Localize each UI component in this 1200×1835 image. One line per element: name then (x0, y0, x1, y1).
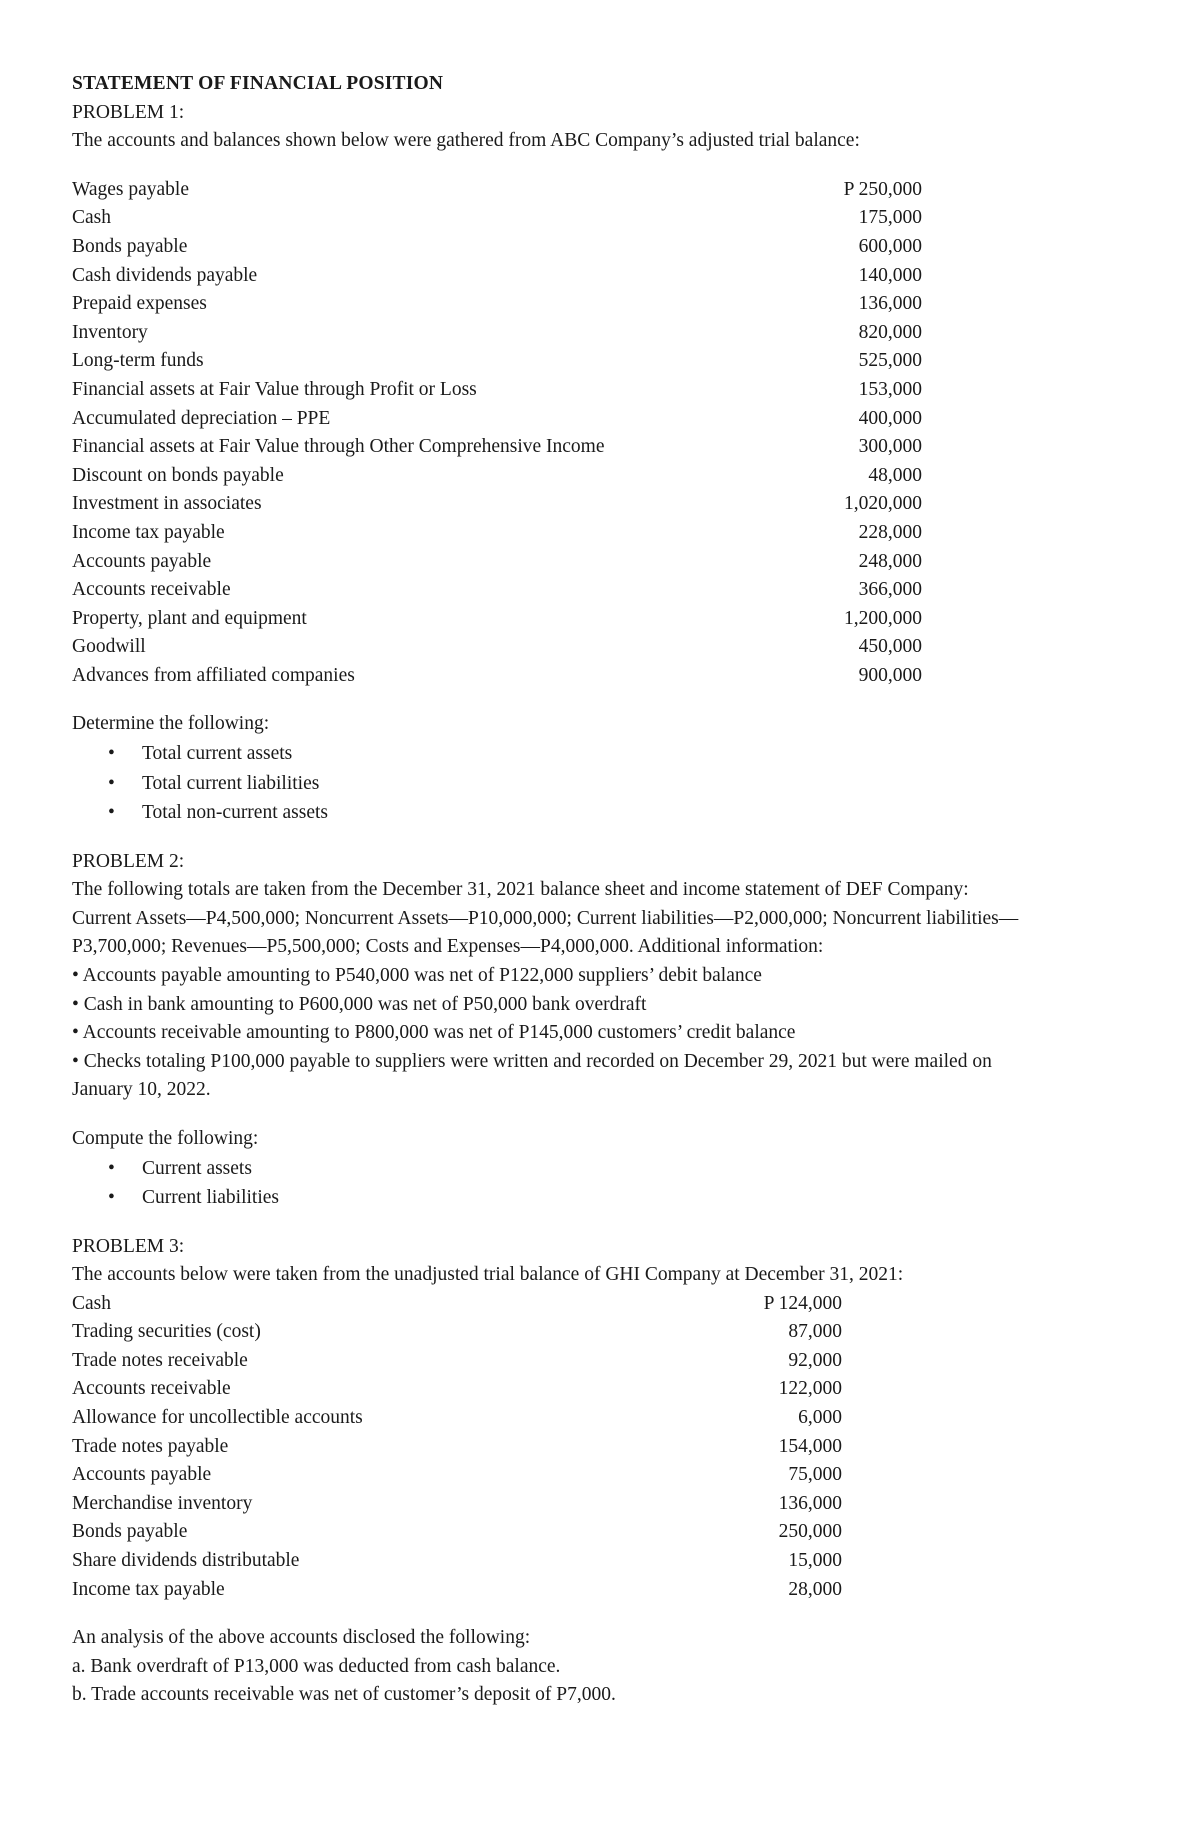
account-value: 1,020,000 (844, 493, 922, 515)
account-row (72, 548, 1132, 577)
account-label: Financial assets at Fair Value through Other Comprehensive Income (72, 436, 605, 458)
problem-1-heading: PROBLEM 1: (72, 101, 185, 123)
account-value: 154,000 (778, 1435, 842, 1457)
account-value: 900,000 (858, 664, 922, 686)
account-value: 525,000 (858, 350, 922, 372)
account-row (72, 605, 1132, 634)
list-item-text: Current assets (142, 1157, 252, 1179)
account-value: 1,200,000 (844, 607, 922, 629)
account-label: Cash (72, 207, 111, 229)
account-label: Inventory (72, 321, 148, 343)
account-label: Discount on bonds payable (72, 464, 284, 486)
list-item-text: Total non-current assets (142, 802, 328, 824)
account-row (72, 1461, 1132, 1490)
account-row (72, 176, 1132, 205)
account-label: Allowance for uncollectible accounts (72, 1407, 363, 1429)
account-label: Bonds payable (72, 1521, 188, 1543)
info-line: • Cash in bank amounting to P600,000 was net of P50,000 bank overdraft (72, 993, 647, 1015)
account-value: 136,000 (858, 293, 922, 315)
account-row (72, 1318, 1132, 1347)
bullet-icon: • (108, 743, 115, 765)
info-line: • Checks totaling P100,000 payable to suppliers were written and recorded on December 29, 2021 but were mailed on (72, 1050, 992, 1072)
list-item-text: Total current assets (142, 743, 293, 765)
account-row (72, 290, 1132, 319)
account-label: Wages payable (72, 178, 189, 200)
analysis-note: b. Trade accounts receivable was net of customer’s deposit of P7,000. (72, 1684, 616, 1706)
account-label: Income tax payable (72, 521, 225, 543)
account-row (72, 1433, 1132, 1462)
account-value: 122,000 (778, 1378, 842, 1400)
problem-2-requirements (72, 1154, 1132, 1213)
account-label: Advances from affiliated companies (72, 664, 355, 686)
account-row (72, 204, 1132, 233)
account-label: Property, plant and equipment (72, 607, 307, 629)
account-value: 87,000 (788, 1321, 842, 1343)
info-line: • Accounts receivable amounting to P800,000 was net of P145,000 customers’ credit balance (72, 1022, 796, 1044)
document-title: STATEMENT OF FINANCIAL POSITION (72, 73, 444, 94)
account-row (72, 1290, 1132, 1319)
list-item-text: Current liabilities (142, 1187, 280, 1208)
account-value: 140,000 (858, 264, 922, 286)
account-row (72, 233, 1132, 262)
account-row (72, 1375, 1132, 1404)
account-value: 600,000 (858, 235, 922, 257)
account-label: Accounts payable (72, 550, 212, 572)
account-label: Accounts payable (72, 1464, 212, 1486)
account-row (72, 1518, 1132, 1547)
account-label: Investment in associates (72, 493, 262, 515)
analysis-note: a. Bank overdraft of P13,000 was deducted from cash balance. (72, 1655, 561, 1677)
account-row (72, 1404, 1132, 1433)
list-item (72, 1183, 1132, 1213)
account-value: 28,000 (788, 1578, 842, 1600)
account-value: 153,000 (858, 378, 922, 400)
account-value: 175,000 (858, 207, 922, 229)
problem-2-heading: PROBLEM 2: (72, 850, 185, 872)
list-item (72, 769, 1132, 799)
account-row (72, 490, 1132, 519)
bullet-icon: • (108, 772, 115, 794)
list-item (72, 798, 1132, 828)
account-value: 248,000 (858, 550, 922, 572)
paragraph-line: Current Assets—P4,500,000; Noncurrent Assets—P10,000,000; Current liabilities—P2,000,000; Noncurrent liabilities— (72, 907, 1019, 929)
account-row (72, 433, 1132, 462)
problem-1-intro: The accounts and balances shown below were gathered from ABC Company’s adjusted trial balance: (72, 130, 860, 152)
account-row (72, 1576, 1132, 1605)
account-value: 228,000 (858, 521, 922, 543)
problem-2-compute: Compute the following: (72, 1127, 259, 1149)
account-row (72, 347, 1132, 376)
account-row (72, 405, 1132, 434)
account-row (72, 633, 1132, 662)
problem-2-paragraph (72, 876, 1132, 962)
account-label: Trading securities (cost) (72, 1321, 261, 1343)
account-label: Financial assets at Fair Value through Profit or Loss (72, 378, 477, 400)
account-value: 820,000 (858, 321, 922, 343)
account-value: 136,000 (778, 1492, 842, 1514)
account-row (72, 376, 1132, 405)
paragraph-line: The following totals are taken from the December 31, 2021 balance sheet and income statement of DEF Company: (72, 879, 969, 901)
account-label: Trade notes payable (72, 1435, 229, 1457)
account-row (72, 1347, 1132, 1376)
account-row (72, 519, 1132, 548)
account-value: P 124,000 (763, 1292, 842, 1314)
bullet-icon: • (108, 1157, 115, 1179)
account-label: Long-term funds (72, 350, 204, 372)
problem-2-additional-info (72, 962, 1132, 1105)
list-item (72, 1154, 1132, 1184)
problem-1-accounts-table (72, 176, 1132, 691)
problem-1-requirements (72, 739, 1132, 828)
account-value: 6,000 (798, 1407, 842, 1429)
account-row (72, 319, 1132, 348)
account-label: Income tax payable (72, 1578, 225, 1600)
account-label: Accumulated depreciation – PPE (72, 407, 331, 429)
list-item (72, 739, 1132, 769)
account-value: 92,000 (788, 1349, 842, 1371)
account-row (72, 462, 1132, 491)
info-line: • Accounts payable amounting to P540,000 was net of P122,000 suppliers’ debit balance (72, 964, 762, 986)
account-value: 48,000 (868, 464, 922, 486)
account-value: 300,000 (858, 436, 922, 458)
account-label: Accounts receivable (72, 1378, 231, 1400)
account-label: Goodwill (72, 636, 146, 658)
account-value: 400,000 (858, 407, 922, 429)
account-label: Merchandise inventory (72, 1492, 253, 1514)
paragraph-line: P3,700,000; Revenues—P5,500,000; Costs and Expenses—P4,000,000. Additional information: (72, 936, 824, 958)
account-value: P 250,000 (843, 178, 922, 200)
account-row (72, 662, 1132, 691)
account-label: Prepaid expenses (72, 293, 207, 315)
problem-3-analysis: An analysis of the above accounts disclosed the following: (72, 1627, 531, 1649)
account-label: Trade notes receivable (72, 1349, 248, 1371)
account-value: 366,000 (858, 579, 922, 601)
account-label: Accounts receivable (72, 579, 231, 601)
problem-3-heading: PROBLEM 3: (72, 1235, 185, 1257)
account-value: 15,000 (788, 1550, 842, 1572)
problem-3-intro: The accounts below were taken from the unadjusted trial balance of GHI Company at December 31, 2021: (72, 1264, 904, 1286)
account-row (72, 262, 1132, 291)
account-value: 450,000 (858, 636, 922, 658)
account-row (72, 576, 1132, 605)
account-row (72, 1547, 1132, 1576)
list-item-text: Total current liabilities (142, 772, 320, 794)
account-value: 75,000 (788, 1464, 842, 1486)
account-label: Bonds payable (72, 235, 188, 257)
account-label: Cash dividends payable (72, 264, 258, 286)
problem-1-determine: Determine the following: (72, 713, 270, 735)
bullet-icon: • (108, 1187, 115, 1208)
account-label: Cash (72, 1292, 111, 1314)
account-label: Share dividends distributable (72, 1550, 300, 1572)
problem-3-accounts-table (72, 1290, 1132, 1605)
bullet-icon: • (108, 802, 115, 824)
account-value: 250,000 (778, 1521, 842, 1543)
info-line: January 10, 2022. (72, 1079, 211, 1101)
document-page (72, 70, 1132, 1710)
account-row (72, 1490, 1132, 1519)
